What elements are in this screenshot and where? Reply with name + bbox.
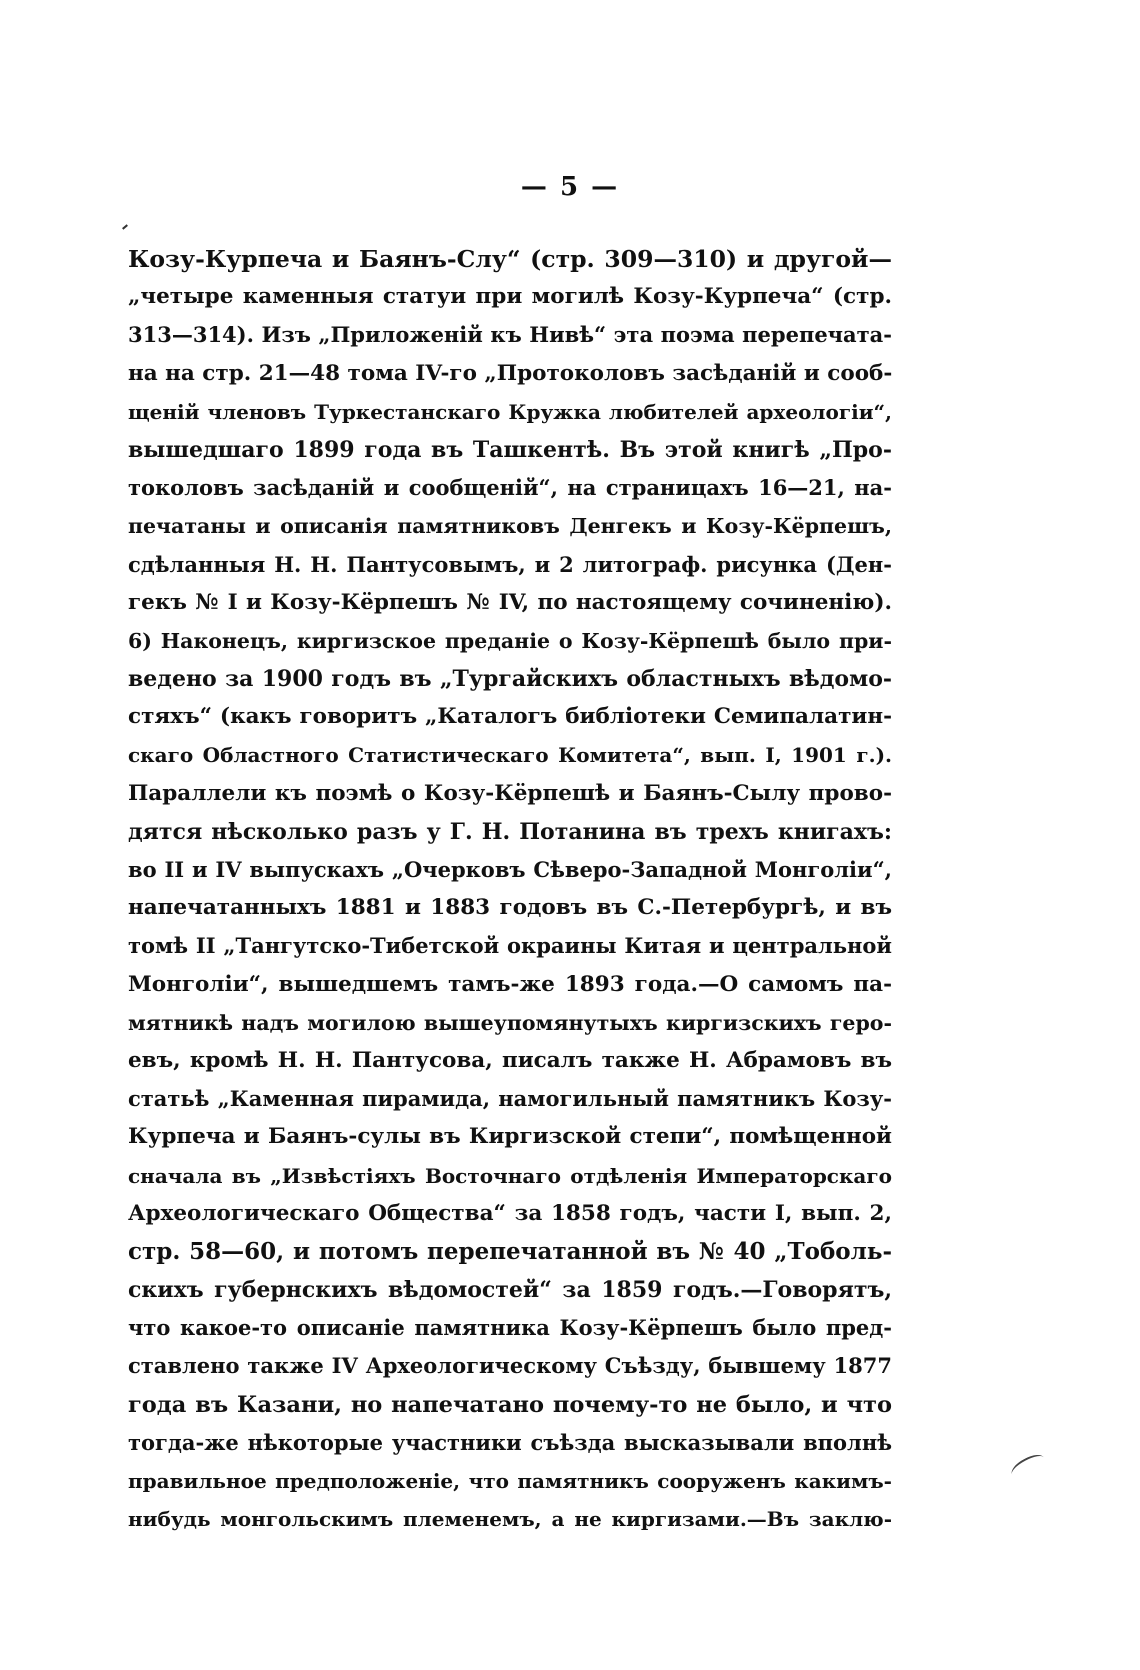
text-line: Курпеча и Баянъ-сулы въ Киргизской степи“, помѣщенной <box>128 1124 892 1150</box>
text-line: вышедшаго 1899 года въ Ташкентѣ. Въ этой книгѣ „Про- <box>128 436 892 463</box>
page-number: — 5 — <box>520 172 620 202</box>
text-line: напечатанныхъ 1881 и 1883 годовъ въ С.-Петербургѣ, и въ <box>128 895 892 921</box>
text-line: гекъ № I и Козу-Кёрпешъ № IV, по настоящему сочиненію). <box>128 589 892 615</box>
text-line: скихъ губернскихъ вѣдомостей“ за 1859 годъ.—Говорятъ, <box>128 1277 892 1304</box>
text-line: что какое-то описаніе памятника Козу-Кёрпешъ было пред- <box>128 1315 892 1341</box>
text-line: года въ Казани, но напечатано почему-то не было, и что <box>128 1391 892 1418</box>
ink-speck <box>122 224 128 229</box>
text-line: „четыре каменныя статуи при могилѣ Козу-Курпеча“ (стр. <box>128 284 892 310</box>
text-line: стяхъ“ (какъ говоритъ „Каталогъ библіотеки Семипалатин- <box>128 704 892 730</box>
text-line: щеній членовъ Туркестанскаго Кружка любителей археологіи“, <box>128 399 892 424</box>
text-line: дятся нѣсколько разъ у Г. Н. Потанина въ трехъ книгахъ: <box>128 818 892 845</box>
text-line: 6) Наконецъ, киргизское преданіе о Козу-Кёрпешѣ было при- <box>128 628 892 653</box>
text-line: статьѣ „Каменная пирамида, намогильный памятникъ Козу- <box>128 1086 892 1112</box>
text-line: ставлено также IV Археологическому Съѣзду, бывшему 1877 <box>128 1353 892 1379</box>
text-line: томѣ II „Тангутско-Тибетской окраины Китая и центральной <box>128 933 892 959</box>
text-line: евъ, кромѣ Н. Н. Пантусова, писалъ также Н. Абрамовъ въ <box>128 1047 892 1073</box>
text-line: сначала въ „Извѣстіяхъ Восточнаго отдѣленія Императорскаго <box>128 1163 892 1188</box>
text-line: на на стр. 21—48 тома IV-го „Протоколовъ засѣданій и сооб- <box>128 360 893 386</box>
body-text <box>128 240 892 1538</box>
text-line: правильное предположеніе, что памятникъ сооруженъ какимъ- <box>128 1469 892 1493</box>
text-line: токоловъ засѣданій и сообщеній“, на страницахъ 16—21, на- <box>128 475 892 501</box>
text-line: Археологическаго Общества“ за 1858 годъ, части I, вып. 2, <box>128 1200 892 1226</box>
text-line: мятникѣ надъ могилою вышеупомянутыхъ киргизскихъ геро- <box>128 1010 892 1035</box>
text-line: ведено за 1900 годъ въ „Тургайскихъ областныхъ вѣдомо- <box>128 666 892 693</box>
pencil-mark <box>1008 1450 1047 1481</box>
text-line: Монголіи“, вышедшемъ тамъ-же 1893 года.—О самомъ па- <box>128 971 892 997</box>
text-line: нибудь монгольскимъ племенемъ, а не киргизами.—Въ заклю- <box>128 1507 892 1532</box>
text-line: во II и IV выпускахъ „Очерковъ Сѣверо-Западной Монголіи“, <box>128 857 892 882</box>
text-line: сдѣланныя Н. Н. Пантусовымъ, и 2 литограф. рисунка (Ден- <box>128 551 892 577</box>
text-line: печатаны и описанія памятниковъ Денгекъ и Козу-Кёрпешъ, <box>128 514 892 539</box>
text-line: 313—314). Изъ „Приложеній къ Нивѣ“ эта поэма перепечата- <box>128 322 892 348</box>
text-line: стр. 58—60, и потомъ перепечатанной въ № 40 „Тоболь- <box>128 1237 892 1265</box>
text-line: скаго Областного Статистическаго Комитета“, вып. I, 1901 г.). <box>128 743 892 768</box>
text-line: тогда-же нѣкоторые участники съѣзда высказывали вполнѣ <box>128 1429 892 1455</box>
text-line: Параллели къ поэмѣ о Козу-Кёрпешѣ и Баянъ-Сылу прово- <box>128 780 892 806</box>
text-line: Козу-Курпеча и Баянъ-Слу“ (стр. 309—310) и другой— <box>128 245 892 273</box>
